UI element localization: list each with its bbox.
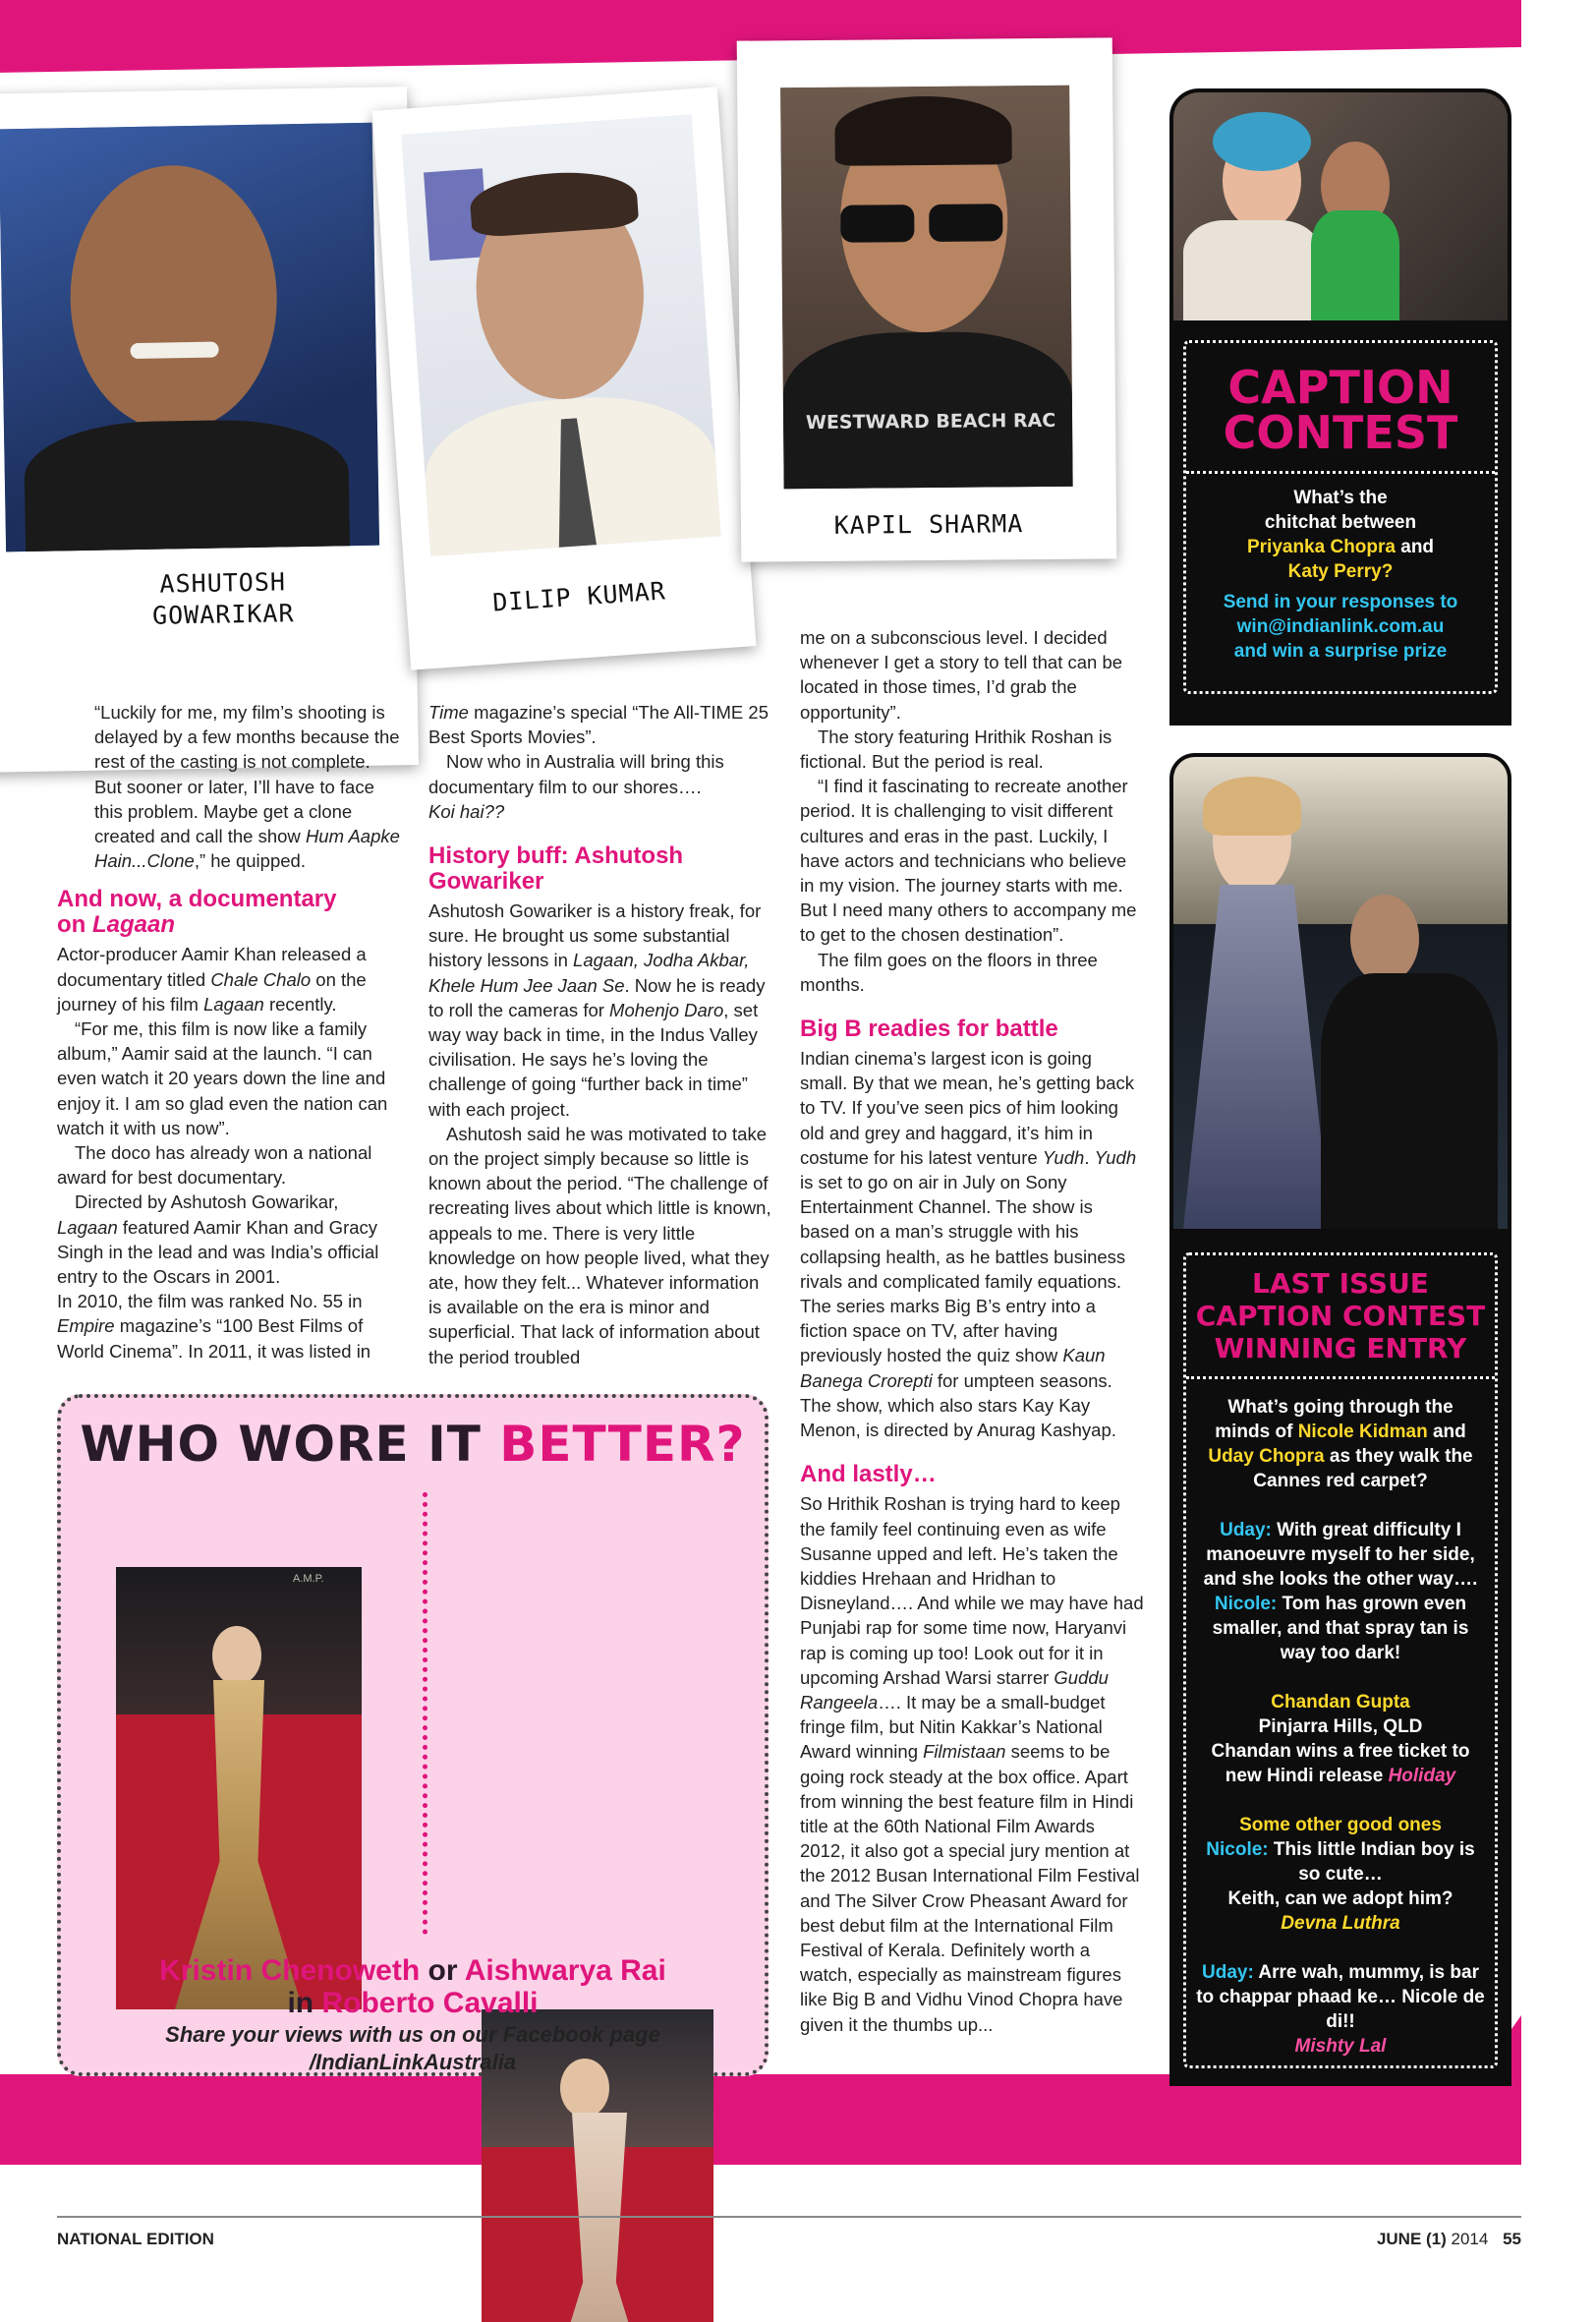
polaroid-caption-kapil-sharma: KAPIL SHARMA [833,509,1024,540]
heading-history-buff: History buff: Ashutosh Gowariker [428,842,684,896]
page-number: 55 [1503,2230,1521,2248]
caption-contest-frame [1183,340,1498,694]
last-issue-box [1169,753,1511,2086]
heading-big-b: Big B readies for battle [800,1016,1058,1043]
article-column-3 [800,625,1144,2037]
footer-rule [57,2216,1521,2218]
polaroid-caption-ashutosh-line1: ASHUTOSH [159,567,287,599]
last-issue-title: LAST ISSUE CAPTION CONTEST WINNING ENTRY [1195,1267,1486,1364]
body-paragraph: Indian cinema’s largest icon is going small. By that we mean, he’s getting back to TV. If you’ve seen pics of him looking old and grey and haggard, it’s him in costume for his latest venture Yudh. Yudh is set to go on air in July on Sony Entertainment Channel. The show is based on a man’s struggle with his collapsing health, as he battles business rivals and complicated family equations. The series marks Big B’s entry into a fiction space on TV, after having previously hosted the quiz show Kaun Banega Crorepti for umpteen seasons. The show, which also stars Kay Kay Menon, is directed by Anurag Kashyap. [800,1048,1137,1441]
caption-contest-box [1169,88,1511,726]
polaroid-dilip-kumar [372,87,757,669]
polaroid-caption-dilip-kumar: DILIP KUMAR [491,576,667,617]
body-paragraph: So Hrithik Roshan is trying hard to keep the family feel continuing even as wife Susanne upped and left. He’s taken the kiddies Hrehaan and Hridhan to Disneyland…. And while we may have had Punjabi rap for some time now, Haryanvi rap is coming up too! Look out for it in upcoming Arshad Warsi starrer Guddu Rangeela…. It may be a small-budget fringe film, but Nitin Kakkar’s National Award winning Filmistaan seems to be going rock steady at the box office. Apart from winning the best feature film in Hindi title at the 60th National Film Awards 2012, it also got a special jury mention at the 2012 Busan International Film Festival and The Silver Crow Pheasant Award for best debut film at the International Film Festival of Kerala. Definitely worth a watch, especially as mainstream figures like Big B and Vidhu Vinod Chopra have given it the thumbs up... [800,1493,1144,2035]
article-column-2 [428,700,772,1369]
body-paragraph: Time magazine’s special “The All-TIME 25 Best Sports Movies”. [428,702,769,748]
body-paragraph: The doco has already won a national award for best documentary. [57,1142,372,1189]
intro-paragraph: “Luckily for me, my film’s shooting is delayed by a few months because the rest of the casting is not complete. But sooner or later, I’ll have to face this problem. Maybe get a clone created and call the show Hum Aapke Hain...Clone,” he quipped. [94,702,400,872]
last-issue-question: What’s going through the minds of Nicole Kidman and Uday Chopra as they walk the Cannes red carpet? [1208,1397,1473,1491]
polaroid-caption-ashutosh-line2: GOWARIKAR [151,599,295,630]
footer-edition: NATIONAL EDITION [57,2230,214,2248]
caption-contest-instructions: Send in your responses to win@indianlink.com.au and win a surprise prize [1186,590,1495,664]
heading-documentary: And now, a documentary on Lagaan [57,886,337,939]
caption-contest-photo [1173,92,1508,320]
body-paragraph: me on a subconscious level. I decided whenever I get a story to tell that can be located in those times, I’d grab the opportunity”. [800,627,1123,723]
kristin-chenoweth-photo [116,1567,362,2009]
last-issue-photo [1173,757,1508,1229]
body-paragraph: Directed by Ashutosh Gowarikar, Lagaan featured Aamir Khan and Gracy Singh in the lead and was India’s official entry to the Oscars in 2001. [57,1191,379,1288]
portrait-kapil-sharma-photo [780,86,1073,490]
body-paragraph: The story featuring Hrithik Roshan is fictional. But the period is real. [800,726,1112,773]
caption-contest-question: What’s the chitchat between Priyanka Chopra and Katy Perry? [1246,488,1435,582]
last-issue-frame [1183,1252,1498,2068]
backdrop-text: A.M.P. [293,1573,324,1585]
polaroid-kapil-sharma [737,37,1117,561]
portrait-dilip-kumar-photo [401,114,720,556]
body-paragraph: Now who in Australia will bring this documentary film to our shores…. Koi hai?? [428,751,724,822]
winner-details: Chandan Gupta Pinjarra Hills, QLD Chandan wins a free ticket to new Hindi release Holiday [1211,1692,1470,1786]
bottom-magenta-band [0,2074,1521,2165]
body-paragraph: “For me, this film is now like a family album,” Aamir said at the launch. “I can even watch it 20 years down the line and enjoy it. I am so glad even the nation can watch it with us now”. [57,1018,388,1138]
tshirt-print: WESTWARD BEACH RAC [805,409,1056,435]
body-paragraph: The film goes on the floors in three months. [800,949,1098,995]
body-paragraph: In 2010, the film was ranked No. 55 in Empire magazine’s “100 Best Films of World Cinema”. In 2011, it was listed in [57,1291,371,1362]
contest-email-link[interactable]: win@indianlink.com.au [1236,616,1445,637]
who-wore-it-names: Kristin Chenoweth or Aishwarya Rai in Roberto Cavalli [159,1954,666,2019]
right-margin [1521,0,1596,2322]
winning-entry-answer: Uday: With great difficulty I manoeuvre myself to her side, and she looks the other way…. Nicole: Tom has grown even smaller, and that spray tan is way too dark! [1203,1520,1478,1663]
article-column-1 [57,700,401,1364]
photo-divider [423,1492,428,1935]
who-wore-it-better-panel [57,1394,769,2076]
body-paragraph: “I find it fascinating to recreate another period. It is challenging to visit different cultures and eras in the past. Luckily, I have actors and technicians who believe in my vision. The journey starts with me. But I need many others to accompany me to get to the chosen destination”. [800,776,1137,946]
facebook-share-text: Share your views with us on our Facebook page /IndianLinkAustralia [61,2021,765,2076]
body-paragraph: Ashutosh Gowariker is a history freak, for sure. He brought us some substantial history lessons in Lagaan, Jodha Akbar, Khele Hum Jee Jaan Se. Now he is ready to roll the cameras for Mohenjo Daro, set way way back in time, in the Indus Valley civilisation. He says he’s loving the challenge of going “further back in time” with each project. [428,900,766,1120]
caption-contest-title: CAPTION CONTEST [1223,361,1458,459]
heading-and-lastly: And lastly… [800,1461,937,1488]
body-paragraph: Actor-producer Aamir Khan released a documentary titled Chale Chalo on the journey of his film Lagaan recently. [57,944,367,1015]
body-paragraph: Ashutosh said he was motivated to take on the project simply because so little is known about the period. “The challenge of recreating lives about which little is known, appeals to me. There is very little knowledge on how people lived, what they ate, how they felt... Whatever information is available on the era is minor and superficial. That lack of information about the period troubled [428,1123,771,1367]
who-wore-it-title: WHO WORE IT BETTER? [80,1416,746,1473]
portrait-ashutosh-gowarikar-photo [0,123,379,552]
facebook-page-link[interactable]: /IndianLinkAustralia [309,2050,517,2074]
polaroid-ashutosh-gowarikar [0,87,419,773]
other-entries: Some other good ones Nicole: This little Indian boy is so cute… Keith, can we adopt him? Devna Luthra Uday: Arre wah, mummy, is bar to chappar phaad ke… Nicole de di!! Mishty Lal [1196,1815,1485,2057]
footer-date-page: JUNE (1) 2014 55 [1376,2230,1521,2248]
